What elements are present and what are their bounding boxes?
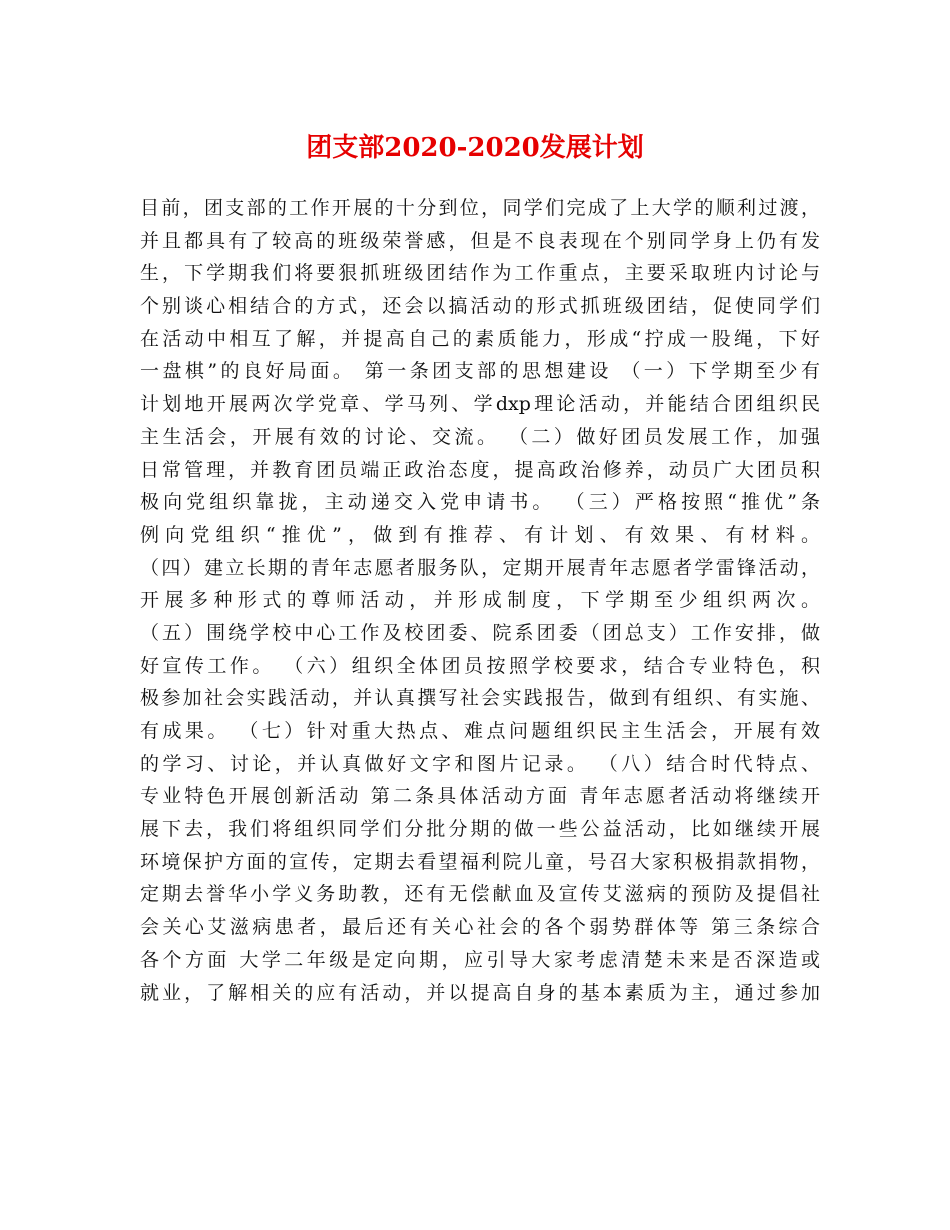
body-line: 有成果。 （七）针对重大热点、难点问题组织民主生活会，开展有效	[140, 720, 820, 742]
body-line: 例向党组织“推优”，做到有推荐、有计划、有效果、有材料。	[140, 523, 820, 546]
body-line: 就业，了解相关的应有活动，并以提高自身的基本素质为主，通过参加	[140, 981, 820, 1004]
body-line: 日常管理，并教育团员端正政治态度，提高政治修养，动员广大团员积	[140, 458, 820, 481]
body-line: 各个方面 大学二年级是定向期，应引导大家考虑清楚未来是否深造或	[140, 948, 820, 971]
body-line: 主生活会，开展有效的讨论、交流。 （二）做好团员发展工作，加强	[140, 425, 820, 448]
body-line: 环境保护方面的宣传，定期去看望福利院儿童，号召大家积极捐款捐物，	[140, 850, 820, 873]
body-line: 一盘棋”的良好局面。 第一条团支部的思想建设 （一）下学期至少有	[140, 360, 820, 383]
body-line: 目前，团支部的工作开展的十分到位，同学们完成了上大学的顺利过渡，	[140, 197, 820, 219]
body-line: 生，下学期我们将要狠抓班级团结作为工作重点，主要采取班内讨论与	[140, 262, 820, 285]
document-title: 团支部2020-2020发展计划	[306, 133, 644, 163]
body-line: 的学习、讨论，并认真做好文字和图片记录。 （八）结合时代特点、	[140, 752, 820, 775]
body-line: 并且都具有了较高的班级荣誉感，但是不良表现在个别同学身上仍有发	[140, 229, 820, 252]
body-line: （五）围绕学校中心工作及校团委、院系团委（团总支）工作安排，做	[140, 621, 820, 644]
document-body	[140, 192, 820, 1009]
body-line: 好宣传工作。 （六）组织全体团员按照学校要求，结合专业特色，积	[140, 654, 820, 677]
body-line: 定期去誉华小学义务助教，还有无偿献血及宣传艾滋病的预防及提倡社	[140, 883, 820, 906]
body-line: 会关心艾滋病患者，最后还有关心社会的各个弱势群体等 第三条综合	[140, 916, 820, 939]
body-line: 专业特色开展创新活动 第二条具体活动方面 青年志愿者活动将继续开	[140, 785, 820, 808]
body-line: 开展多种形式的尊师活动，并形成制度，下学期至少组织两次。	[140, 589, 820, 612]
body-line: （四）建立长期的青年志愿者服务队，定期开展青年志愿者学雷锋活动，	[140, 556, 820, 579]
body-line: 极向党组织靠拢，主动递交入党申请书。 （三）严格按照“推优”条	[140, 491, 820, 514]
body-line: 个别谈心相结合的方式，还会以搞活动的形式抓班级团结，促使同学们	[140, 295, 820, 318]
body-line: 展下去，我们将组织同学们分批分期的做一些公益活动，比如继续开展	[140, 818, 820, 841]
body-line: 在活动中相互了解，并提高自己的素质能力，形成“拧成一股绳，下好	[140, 327, 820, 350]
body-line: 计划地开展两次学党章、学马列、学dxp理论活动，并能结合团组织民	[140, 393, 820, 416]
body-line: 极参加社会实践活动，并认真撰写社会实践报告，做到有组织、有实施、	[140, 687, 820, 710]
